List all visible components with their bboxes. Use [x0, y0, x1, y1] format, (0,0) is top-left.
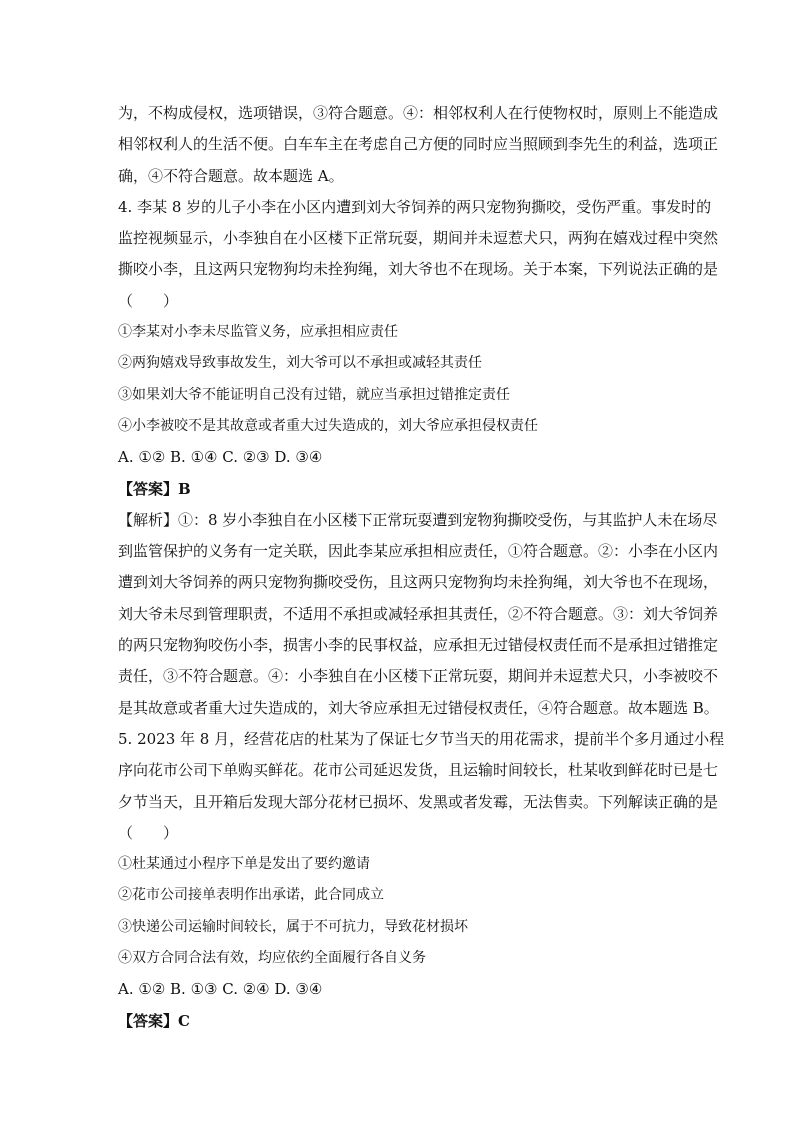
- text-line: A. ①② B. ①④ C. ②③ D. ③④: [118, 448, 323, 467]
- document-page: [118, 98, 725, 1037]
- text-line: ④双方合同合法有效，均应依约全面履行各自义务: [118, 950, 426, 967]
- text-line: 【解析】①：8 岁小李独自在小区楼下正常玩耍遭到宠物狗撕咬受伤，与其监护人未在场尽: [118, 510, 718, 529]
- answer-line: 【答案】B: [118, 479, 191, 498]
- text-line: ②花市公司接单表明作出承诺，此合同成立: [118, 887, 384, 904]
- text-line: 为，不构成侵权，选项错误，③符合题意。④：相邻权利人在行使物权时，原则上不能造成: [118, 104, 719, 122]
- text-line: 5. 2023 年 8 月，经营花店的杜某为了保证七夕节当天的用花需求，提前半个多月通过小程: [118, 729, 725, 748]
- text-line: ②两狗嬉戏导致事故发生，刘大爷可以不承担或减轻其责任: [118, 355, 482, 372]
- text-line: 序向花市公司下单购买鲜花。花市公司延迟发货，且运输时间较长，杜某收到鲜花时已是七: [118, 761, 719, 780]
- text-line: ③快递公司运输时间较长，属于不可抗力，导致花材损坏: [118, 918, 468, 935]
- text-line: 责任，③不符合题意。④：小李独自在小区楼下正常玩耍，期间并未逗惹犬只，小李被咬不: [118, 667, 719, 686]
- text-line: 是其故意或者重大过失造成的，刘大爷应承担无过错侵权责任，④符合题意。故本题选 B。: [118, 698, 719, 717]
- text-line: 的两只宠物狗咬伤小李，损害小李的民事权益，应承担无过错侵权责任而不是承担过错推定: [118, 636, 719, 655]
- answer-line: 【答案】C: [118, 1011, 190, 1030]
- text-line: 监控视频显示，小李独自在小区楼下正常玩耍，期间并未逗惹犬只，两狗在嬉戏过程中突然: [118, 229, 719, 248]
- text-line: 4. 李某 8 岁的儿子小李在小区内遭到刘大爷饲养的两只宠物狗撕咬，受伤严重。事发时的: [118, 197, 712, 216]
- text-line: 夕节当天，且开箱后发现大部分花材已损坏、发黑或者发霉，无法售卖。下列解读正确的是: [118, 792, 719, 811]
- text-line: （ ）: [118, 291, 179, 310]
- text-line: 到监管保护的义务有一定关联，因此李某应承担相应责任，①符合题意。②：小李在小区内: [118, 542, 719, 561]
- text-line: ①李某对小李未尽监管义务，应承担相应责任: [118, 324, 398, 341]
- text-line: ①杜某通过小程序下单是发出了要约邀请: [118, 856, 370, 873]
- text-line: 刘大爷未尽到管理职责，不适用不承担或减轻承担其责任，②不符合题意。③：刘大爷饲养: [118, 604, 719, 623]
- text-line: ④小李被咬不是其故意或者重大过失造成的，刘大爷应承担侵权责任: [118, 417, 538, 434]
- text-line: （ ）: [118, 823, 179, 842]
- text-line: 相邻权利人的生活不便。白车车主在考虑自己方便的同时应当照顾到李先生的利益，选项正: [118, 135, 719, 154]
- text-line: ③如果刘大爷不能证明自己没有过错，就应当承担过错推定责任: [118, 386, 510, 403]
- text-line: 确，④不符合题意。故本题选 A。: [118, 166, 344, 185]
- text-line: 遭到刘大爷饲养的两只宠物狗撕咬受伤，且这两只宠物狗均未拴狗绳，刘大爷也不在现场，: [118, 573, 719, 592]
- text-line: A. ①② B. ①③ C. ②④ D. ③④: [118, 980, 323, 999]
- text-line: 撕咬小李，且这两只宠物狗均未拴狗绳，刘大爷也不在现场。关于本案，下列说法正确的是: [118, 260, 719, 279]
